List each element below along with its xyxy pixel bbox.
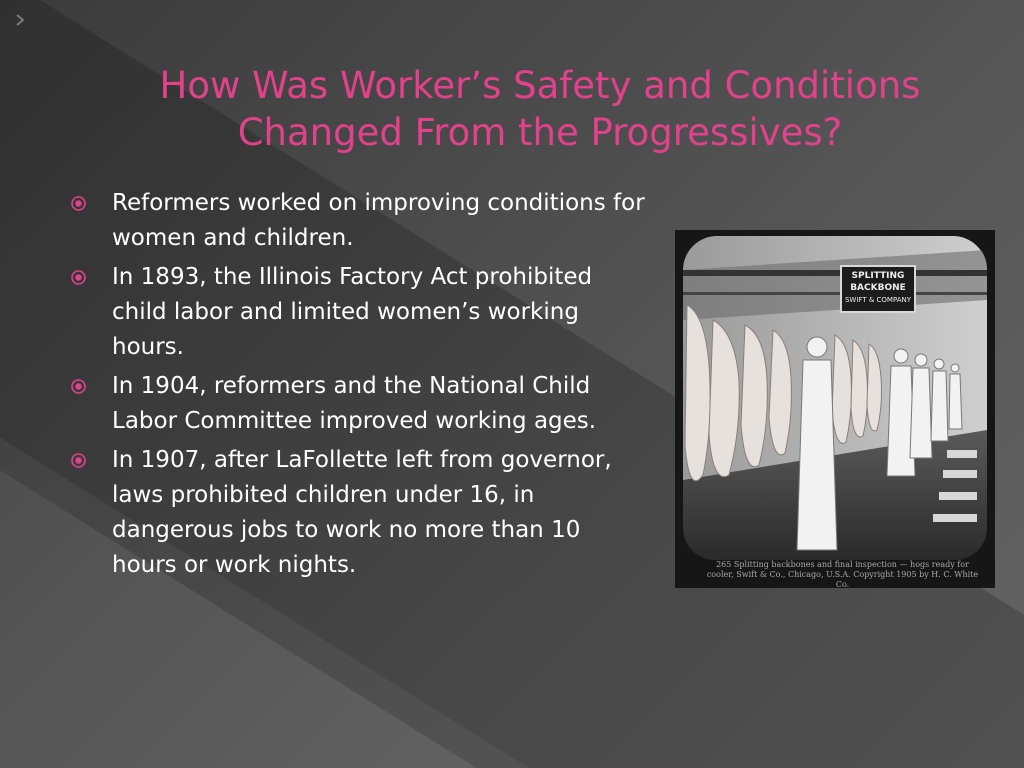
photo-illustration: [675, 230, 995, 588]
chevron-right-icon: [14, 14, 26, 26]
photo-caption: [700, 560, 985, 590]
bullet-item: [70, 260, 650, 365]
photo-caption-line-1: 265 Splitting backbones and final inspection — hogs ready for: [716, 560, 969, 569]
slide-title: [110, 62, 970, 156]
circle-dot-icon: [70, 378, 87, 395]
circle-dot-icon: [70, 452, 87, 469]
circle-dot-icon: [70, 195, 87, 212]
slide-title-line-1: How Was Worker’s Safety and Conditions: [159, 64, 921, 107]
bullet-text: In 1907, after LaFollette left from governor, laws prohibited children under 16, in dangerous jobs to work no more than 10 hours or work nights.: [112, 447, 612, 578]
bullet-text: Reformers worked on improving conditions for women and children.: [112, 190, 645, 251]
slide-title-line-2: Changed From the Progressives?: [237, 111, 843, 154]
photo-sign-line-3: SWIFT & COMPANY: [844, 296, 912, 304]
bullet-item: [70, 369, 650, 439]
historical-photo-meatpacking: [675, 230, 995, 588]
photo-sign: [840, 265, 916, 313]
bullet-text: In 1904, reformers and the National Child Labor Committee improved working ages.: [112, 373, 597, 434]
bullet-list: [70, 186, 650, 587]
bullet-item: [70, 186, 650, 256]
photo-caption-line-2: cooler, Swift & Co., Chicago, U.S.A. Copyright 1905 by H. C. White Co.: [706, 570, 979, 589]
bullet-item: [70, 443, 650, 583]
bullet-text: In 1893, the Illinois Factory Act prohibited child labor and limited women’s working hours.: [112, 264, 593, 360]
photo-sign-line-2: BACKBONE: [850, 283, 906, 293]
circle-dot-icon: [70, 269, 87, 286]
photo-sign-line-1: SPLITTING: [851, 271, 905, 281]
